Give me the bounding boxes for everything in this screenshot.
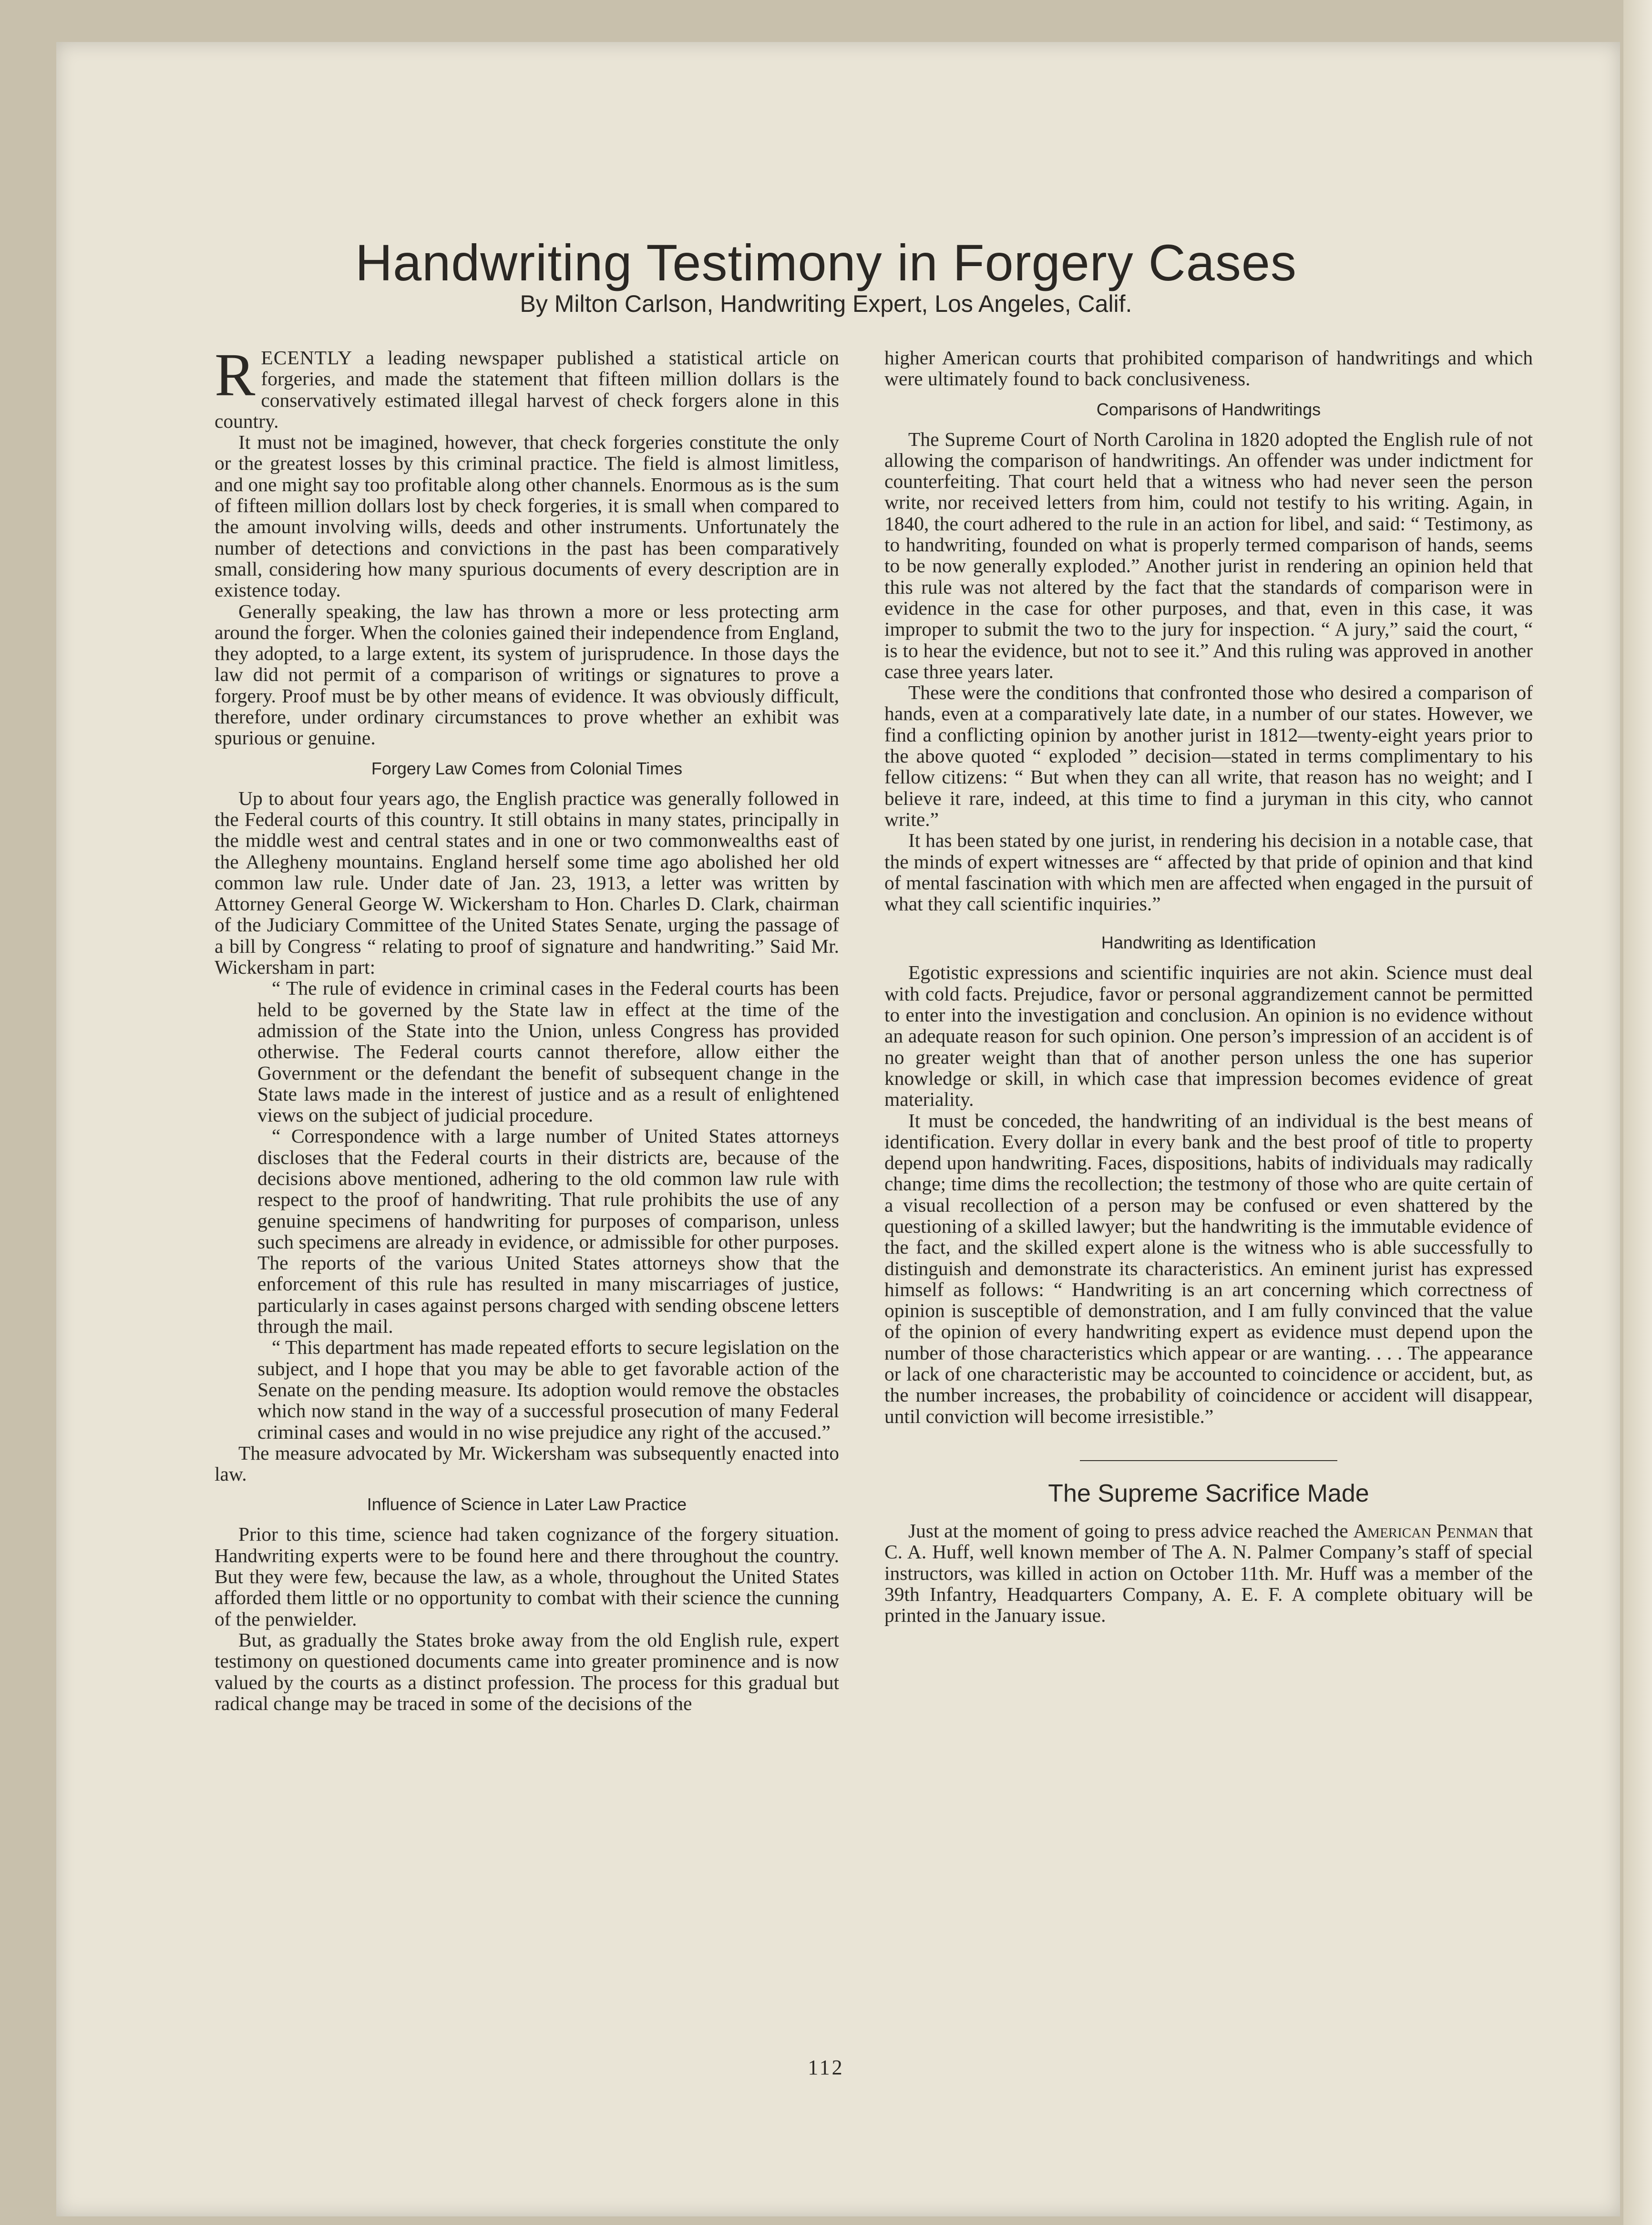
paragraph-continued: higher American courts that prohibited comparison of handwritings and which were ultimately found to back conclusiveness. [884, 347, 1533, 390]
paragraph: But, as gradually the States broke away from the old English rule, expert testimony on questioned documents came into greater prominence and is now valued by the courts as a distinct profession. The process for this gradual but radical change may be traced in some of the decisions of the [215, 1628, 839, 1714]
wickersham-quote [257, 978, 839, 1442]
lead-paragraph [215, 341, 839, 432]
section-heading: Comparisons of Handwritings [1096, 399, 1321, 419]
divider-rule [1080, 1460, 1337, 1461]
paragraph: Egotistic expressions and scientific inquiries are not akin. Science must deal with cold facts. Prejudice, favor or personal aggrandizement cannot be permitted to enter into the investigation and conclusion. An opinion is no evidence without an adequate reason for such opinion. One person’s impression of an accident is of no greater weight than that of another person unless the one has superior knowledge or skill, in which case that impression becomes evidence of great materiality. [884, 961, 1533, 1111]
lead-caps: ECENTLY [261, 347, 353, 369]
paragraph: The measure advocated by Mr. Wickersham was subsequently enacted into law. [215, 1442, 839, 1485]
quote-paragraph: “ The rule of evidence in criminal cases in the Federal courts has been held to be governed by the State law in effect at the time of the admission of the State into the Union, unless Congress has provided otherwise. The Federal courts cannot therefore, allow either the Government or the defendant the benefit of subsequent change in the State laws made in the interest of justice and as a result of enlightened views on the subject of judicial procedure. [257, 977, 839, 1126]
section-heading: Forgery Law Comes from Colonial Times [371, 758, 683, 778]
notice-text [884, 1520, 1533, 1626]
article-title: Handwriting Testimony in Forgery Cases [355, 234, 1297, 291]
notice-title: The Supreme Sacrifice Made [1048, 1479, 1369, 1507]
article-byline: By Milton Carlson, Handwriting Expert, Los Angeles, Calif. [520, 290, 1132, 317]
paragraph: It must not be imagined, however, that check forgeries constitute the only or the greatest losses by this criminal practice. The field is almost limitless, and one might say too profitable along other channels. Enormous as is the sum of fifteen million dollars lost by check forgeries, it is small when compared to the amount involving wills, deeds and other instruments. Unfortunately the number of detections and convictions in the past has been comparatively small, considering how many spurious documents of every description are in existence today. [215, 431, 839, 601]
paragraph: Up to about four years ago, the English practice was generally followed in the Federal courts of this country. It still obtains in many states, principally in the middle west and central states and in one or two commonwealths east of the Allegheny mountains. England herself some time ago abolished her old common law rule. Under date of Jan. 23, 1913, a letter was written by Attorney General George W. Wickersham to Hon. Charles D. Clark, chairman of the Judiciary Committee of the United States Senate, urging the passage of a bill by Congress “ relating to proof of signature and handwriting.” Said Mr. Wickersham in part: [215, 787, 839, 979]
paragraph: Generally speaking, the law has thrown a more or less protecting arm around the forger. When the colonies gained their independence from England, they adopted, to a large extent, its system of jurisprudence. In those days the law did not permit of a comparison of writings or signatures to prove a forgery. Proof must be by other means of evidence. It was obviously difficult, therefore, under ordinary circumstances to prove whether an exhibit was spurious or genuine. [215, 600, 839, 749]
paragraph: It must be conceded, the handwriting of an individual is the best means of identification. Every dollar in every bank and the best proof of title to property depend upon handwriting. Faces, dispositions, habits of individuals may radically change; time dims the recollection; the testmony of those who are quite certain of a visual recollection of a person may be confused or even shattered by the questioning of a skilled lawyer; but the handwriting is the immutable evidence of the fact, and the skilled expert alone is the witness who is able successfully to distinguish and demonstrate its characteristics. An eminent jurist has expressed himself as follows: “ Handwriting is an art concerning which correctness of opinion is susceptible of demonstration, and I am fully convinced that the value of the opinion of every handwriting expert as evidence must depend upon the number of those characteristics which appear or are wanting. . . . The appearance or lack of one characteristic may be accounted to coincidence or accident, but, as the number increases, the probability of coincidence or accident will disappear, until conviction will become irresistible.” [884, 1109, 1533, 1427]
paragraph: It has been stated by one jurist, in rendering his decision in a notable case, that the minds of expert witnesses are “ affected by that pride of opinion and that kind of mental fascination with which men are affected when engaged in the pursuit of what they call scientific inquiries.” [884, 829, 1533, 915]
section-heading: Influence of Science in Later Law Practice [367, 1494, 687, 1514]
paragraph: These were the conditions that confronted those who desired a comparison of hands, even at a comparatively late date, in a number of our states. However, we find a conflicting opinion by another jurist in 1812—twenty-eight years prior to the above quoted “ exploded ” decision—stated in terms complimentary to his fellow citizens: “ But when they can all write, that reason has no weight; and I believe it rare, indeed, at this time to find a juryman in this city, who cannot write.” [884, 681, 1533, 830]
paragraph: Prior to this time, science had taken cognizance of the forgery situation. Handwriting experts were to be found here and there throughout the country. But they were few, because the law, as a whole, throughout the United States afforded them little or no opportunity to combat with their science the cunning of the penwielder. [215, 1523, 839, 1630]
publication-name: American Penman [1353, 1519, 1498, 1542]
drop-cap: R [215, 341, 256, 409]
left-column [215, 341, 839, 1714]
quote-paragraph: “ Correspondence with a large number of United States attorneys discloses that the Federal courts in their districts are, because of the decisions above mentioned, adhering to the old common law rule with respect to the proof of handwriting. That rule prohibits the use of any genuine specimens of handwriting for purposes of comparison, unless such specimens are already in evidence, or admissible for other purposes. The reports of the various United States attorneys show that the enforcement of this rule has resulted in many miscarriages of justice, particularly in cases against persons charged with sending obscene letters through the mail. [257, 1125, 839, 1338]
lead-text: a leading newspaper published a statistical article on forgeries, and made the statement that fifteen million dollars is the conservatively estimated illegal harvest of check forgers alone in this country. [215, 347, 839, 432]
facing-page-edge [1623, 0, 1652, 2225]
quote-paragraph: “ This department has made repeated efforts to secure legislation on the subject, and I hope that you may be able to get favorable action of the Senate on the pending measure. Its adoption would remove the obstacles which now stand in the way of a successful prosecution of many Federal criminal cases and would in no wise prejudice any right of the accused.” [257, 1336, 839, 1443]
section-heading: Handwriting as Identification [1101, 933, 1316, 953]
page-number: 112 [808, 2056, 844, 2079]
notice-text-after: that C. A. Huff, well known member of The A. N. Palmer Company’s staff of special instructors, was killed in action on October 11th. Mr. Huff was a member of the 39th Infantry, Headquarters Company, A. E. F. A complete obituary will be printed in the January issue. [884, 1519, 1533, 1627]
right-column [884, 347, 1533, 1626]
notice-text-before: Just at the moment of going to press advice reached the [908, 1519, 1354, 1542]
paragraph: The Supreme Court of North Carolina in 1820 adopted the English rule of not allowing the comparison of handwritings. An offender was under indictment for counterfeiting. That court held that a witness who had never seen the person write, nor received letters from him, could not testify to his writing. Again, in 1840, the court adhered to the rule in an action for libel, and said: “ Testimony, as to handwriting, founded on what is properly termed comparison of hands, seems to be now generally exploded.” Another jurist in rendering an opinion held that this rule was not altered by the fact that the standards of comparison were in evidence in the case for other purposes, and that, even in this case, it was improper to submit the two to the jury for inspection. “ A jury,” said the court, “ is to hear the evidence, but not to see it.” And this ruling was approved in another case three years later. [884, 428, 1533, 682]
